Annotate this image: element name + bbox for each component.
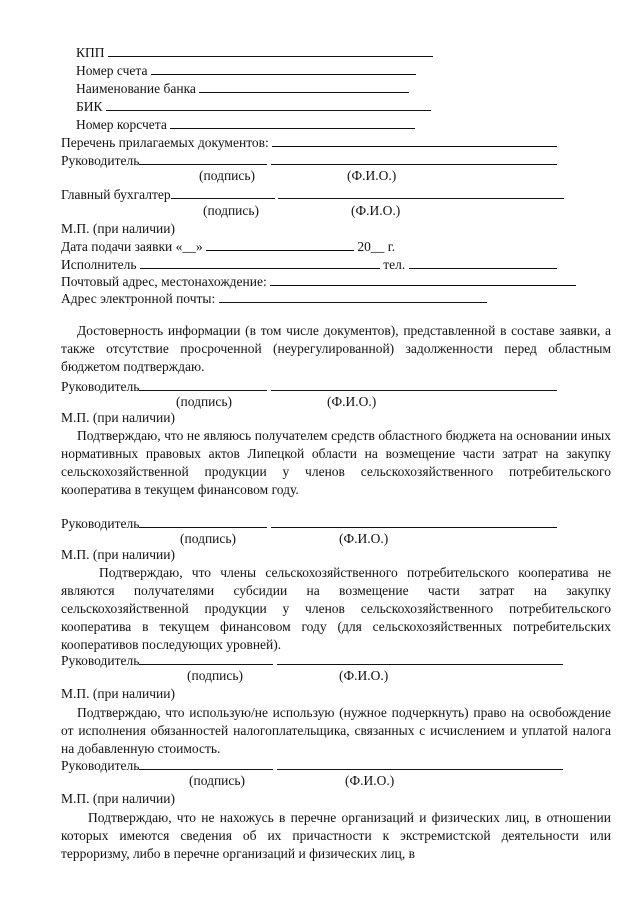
- seal-label-2: М.П. (при наличии): [61, 410, 175, 425]
- date-line: Дата подачи заявки «__» 20__ г.: [61, 239, 396, 254]
- head-signature-field-1[interactable]: [139, 152, 267, 165]
- fio-caption-3: (Ф.И.О.): [327, 394, 377, 409]
- signature-caption-2: (подпись): [203, 203, 260, 218]
- seal-label-1: М.П. (при наличии): [61, 221, 175, 236]
- paragraph-vat-exemption: Подтверждаю, что использую/не использую (нужное подчеркнуть) право на освобождение от исполнения обязанностей налогоплательщика, связанных с исчислением и уплатой налога на добавленную стоимость.: [61, 705, 611, 756]
- paragraph-members-not-recipients: Подтверждаю, что члены сельскохозяйственного потребительского кооператива не являются получателями субсидии на возмещение части затрат на закупку сельскохозяйственной продукции у членов сельскохозяйственного потребительского кооператива в текущем финансовом году (для сельскохозяйственных потребительских кооперативов последующих уровней).: [61, 565, 611, 652]
- head-fio-field-3[interactable]: [271, 515, 557, 528]
- date-month-field[interactable]: [206, 238, 354, 251]
- signature-caption-1: (подпись): [199, 168, 256, 183]
- email-field[interactable]: [219, 290, 487, 303]
- head-fio-field-4[interactable]: [277, 652, 563, 665]
- signature-caption-3: (подпись): [176, 394, 233, 409]
- head-signature-field-2[interactable]: [139, 378, 267, 391]
- seal-label-3: М.П. (при наличии): [61, 547, 175, 562]
- bik-line: БИК: [76, 98, 431, 115]
- head-fio-field-5[interactable]: [277, 757, 563, 770]
- head-fio-field-1[interactable]: [271, 152, 557, 165]
- head-line-1: Руководитель: [61, 152, 557, 169]
- corr-account-line: Номер корсчета: [76, 116, 415, 133]
- head-signature-field-3[interactable]: [139, 515, 267, 528]
- seal-label-4: М.П. (при наличии): [61, 686, 175, 701]
- fio-caption-1: (Ф.И.О.): [347, 168, 397, 183]
- head-line-5: Руководитель: [61, 757, 563, 774]
- postal-field[interactable]: [270, 273, 576, 286]
- bank-name-line: Наименование банка: [76, 80, 409, 97]
- phone-field[interactable]: [409, 256, 557, 269]
- signature-caption-5: (подпись): [187, 668, 244, 683]
- head-signature-field-4[interactable]: [139, 652, 273, 665]
- kpp-field[interactable]: [108, 44, 433, 57]
- kpp-line: КПП: [76, 44, 433, 61]
- docs-list-field[interactable]: [272, 134, 557, 147]
- fio-caption-2: (Ф.И.О.): [351, 203, 401, 218]
- seal-label-5: М.П. (при наличии): [61, 791, 175, 806]
- docs-list-line: Перечень прилагаемых документов:: [61, 134, 557, 151]
- signature-caption-6: (подпись): [189, 773, 246, 788]
- head-line-3: Руководитель: [61, 515, 557, 532]
- paragraph-accuracy: Достоверность информации (в том числе документов), представленной в составе заявки, а также отсутствие просроченной (неурегулированной) задолженности перед областным бюджетом подтверждаю.: [61, 323, 611, 374]
- paragraph-extremism: Подтверждаю, что не нахожусь в перечне организаций и физических лиц, в отношении которых имеются сведения об их причастности к экстремистской деятельности или терроризму, либо в перечне организаций и физических лиц, в: [61, 810, 611, 861]
- bik-field[interactable]: [106, 98, 431, 111]
- signature-caption-4: (подпись): [180, 531, 237, 546]
- chief-fio-field[interactable]: [278, 186, 564, 199]
- corr-account-field[interactable]: [170, 116, 415, 129]
- executor-line: Исполнитель тел.: [61, 256, 557, 273]
- head-signature-field-5[interactable]: [139, 757, 273, 770]
- chief-accountant-line: Главный бухгалтер: [61, 186, 564, 203]
- account-field[interactable]: [151, 62, 416, 75]
- head-fio-field-2[interactable]: [271, 378, 557, 391]
- bank-name-field[interactable]: [199, 80, 409, 93]
- paragraph-not-recipient: Подтверждаю, что не являюсь получателем средств областного бюджета на основании иных нормативных правовых актов Липецкой области на возмещение части затрат на закупку сельскохозяйственной продукции у членов сельскохозяйственного потребительского кооператива в текущем финансовом году.: [61, 428, 611, 497]
- head-line-2: Руководитель: [61, 378, 557, 395]
- head-line-4: Руководитель: [61, 652, 563, 669]
- fio-caption-6: (Ф.И.О.): [345, 773, 395, 788]
- account-line: Номер счета: [76, 62, 416, 79]
- executor-field[interactable]: [140, 256, 380, 269]
- fio-caption-4: (Ф.И.О.): [339, 531, 389, 546]
- chief-signature-field[interactable]: [171, 186, 275, 199]
- fio-caption-5: (Ф.И.О.): [339, 668, 389, 683]
- email-line: Адрес электронной почты:: [61, 290, 487, 307]
- postal-line: Почтовый адрес, местонахождение:: [61, 273, 576, 290]
